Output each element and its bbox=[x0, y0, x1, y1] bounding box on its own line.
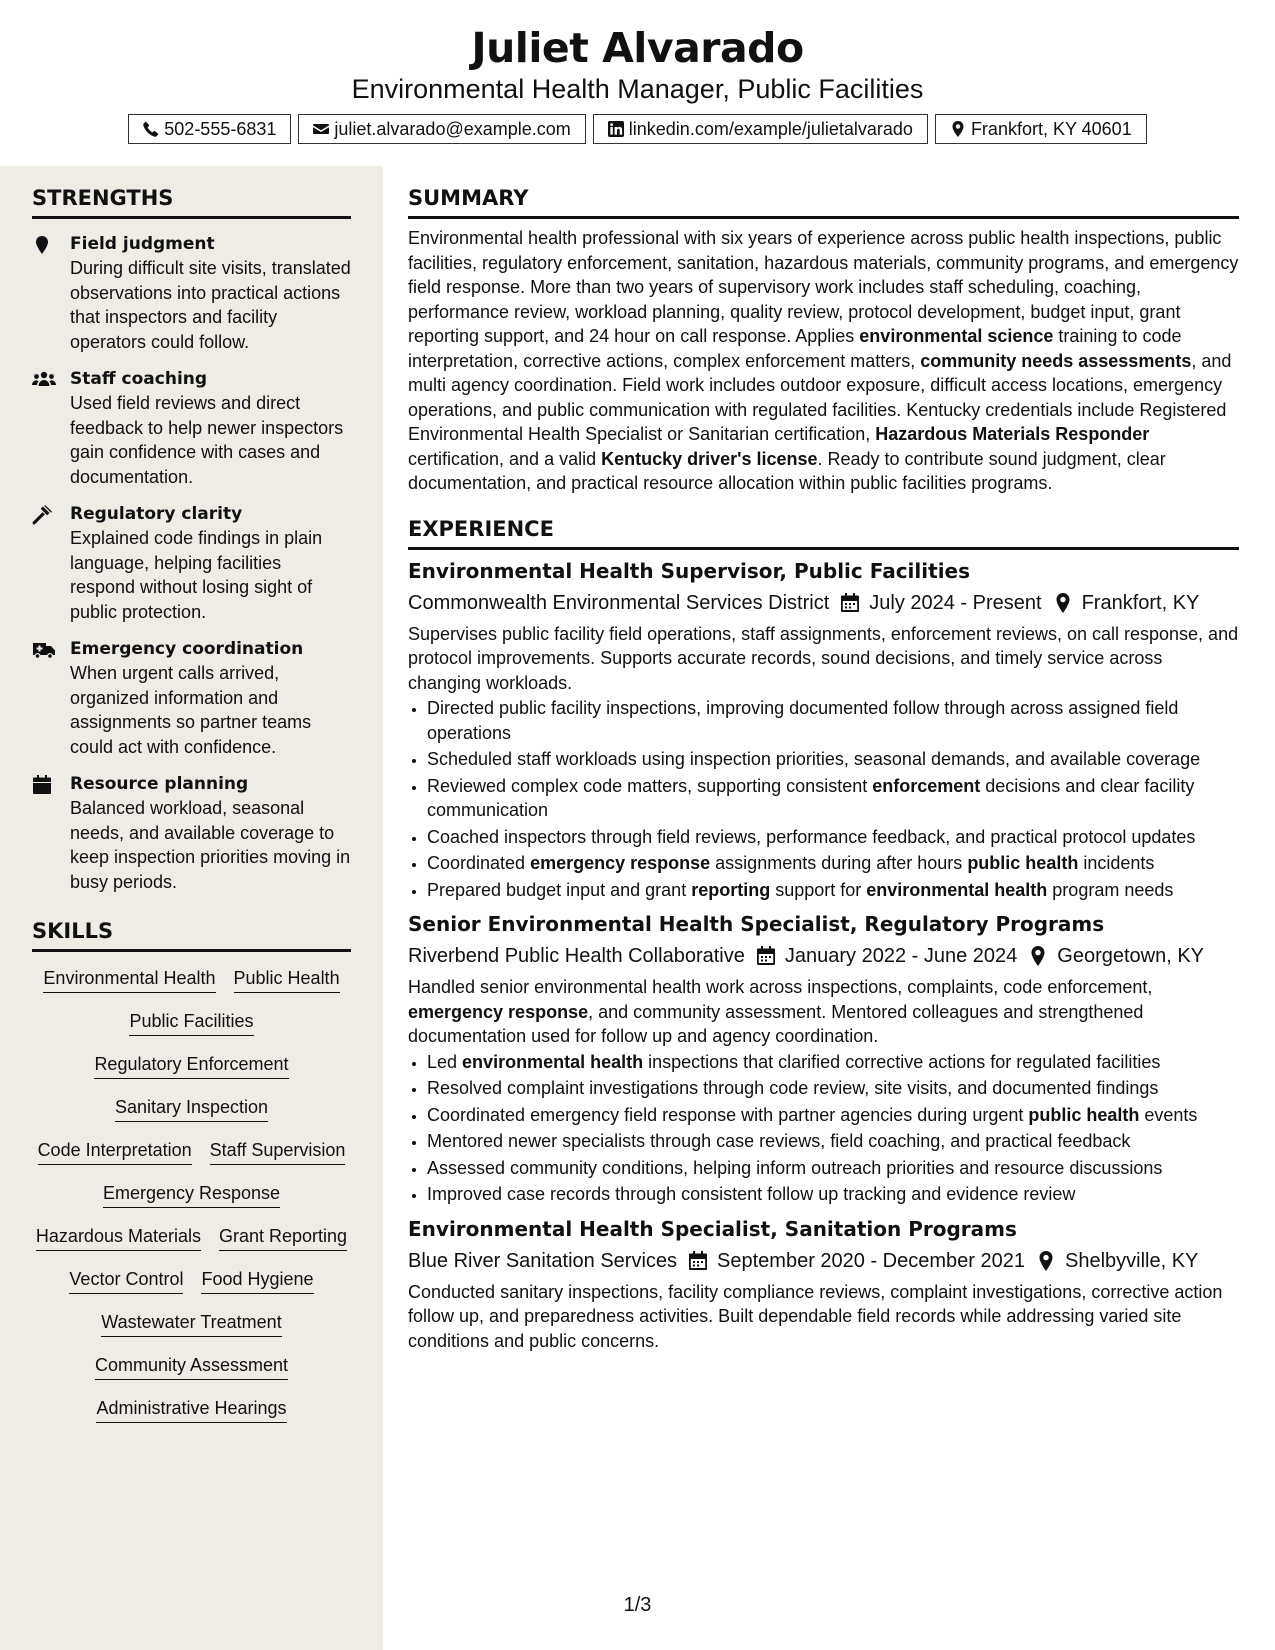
job-description: Supervises public facility field operations, staff assignments, enforcement reviews, on call response, and protocol improvements. Supports accurate records, sound decisions, and timely service across changing workloads. bbox=[408, 623, 1239, 693]
ambulance-icon bbox=[32, 640, 56, 660]
strength-desc: Explained code findings in plain language, helping facilities respond without losing sight of public protection. bbox=[70, 528, 323, 622]
job-bullet: • Coordinated emergency response assignments during after hours public health incidents bbox=[427, 851, 1239, 876]
skill-tag: Vector Control bbox=[69, 1267, 183, 1294]
contact-email-text: juliet.alvarado@example.com bbox=[334, 118, 571, 139]
job-dates: July 2024 - Present bbox=[869, 591, 1042, 614]
strength-desc: When urgent calls arrived, organized information and assignments so partner teams could act with confidence. bbox=[70, 663, 312, 757]
skill-tag: Regulatory Enforcement bbox=[94, 1052, 288, 1079]
skill-tag: Public Facilities bbox=[129, 1009, 253, 1036]
job-dates: September 2020 - December 2021 bbox=[717, 1249, 1025, 1272]
job-title: Senior Environmental Health Specialist, Regulatory Programs bbox=[408, 912, 1105, 936]
strength-title: Emergency coordination bbox=[70, 639, 304, 659]
bold-keyword: emergency response bbox=[408, 1001, 589, 1022]
bold-keyword: community needs assessments bbox=[920, 350, 1192, 371]
bold-keyword: emergency response bbox=[530, 853, 711, 873]
map-pin-icon bbox=[32, 235, 52, 255]
job-company: Commonwealth Environmental Services District bbox=[408, 591, 830, 614]
job-entry bbox=[408, 1215, 1239, 1354]
calendar-icon bbox=[32, 775, 52, 795]
location-pin-icon bbox=[1036, 1251, 1056, 1271]
skill-tag: Food Hygiene bbox=[201, 1267, 313, 1294]
contact-bar bbox=[0, 114, 1275, 144]
sidebar bbox=[0, 166, 383, 1650]
job-bullets bbox=[408, 1050, 1239, 1207]
skill-tag: Community Assessment bbox=[95, 1353, 288, 1380]
summary-text: Environmental health professional with six years of experience across public health inspections, public facilities, regulatory enforcement, sanitation, hazardous materials, community programs, and emergency field response. More than two years of supervisory work includes staff scheduling, coaching, performance review, workload planning, quality review, protocol development, budget input, grant reporting support, and 24 hour on call response. Applies environmental science training to code interpretation, corrective actions, complex enforcement matters, community needs assessments, and multi agency coordination. Field work includes outdoor exposure, difficult access locations, emergency operations, and public communication with regulated facilities. Kentucky credentials include Registered Environmental Health Specialist or Sanitarian certification, Hazardous Materials Responder certification, and a valid Kentucky driver's license. Ready to contribute sound judgment, clear documentation, and practical resource allocation within public facilities programs. bbox=[408, 228, 1239, 493]
job-location: Shelbyville, KY bbox=[1064, 1249, 1199, 1272]
job-meta bbox=[408, 1247, 1239, 1275]
experience-heading: EXPERIENCE bbox=[408, 514, 1239, 550]
contact-phone-text: 502-555-6831 bbox=[164, 118, 277, 139]
job-description: Conducted sanitary inspections, facility compliance reviews, complaint investigations, corrective action follow up, and preparedness activities. Built dependable field records while addressing varied site conditions and public concerns. bbox=[408, 1281, 1223, 1351]
bold-keyword: environmental science bbox=[859, 326, 1054, 346]
skill-tag: Grant Reporting bbox=[219, 1224, 347, 1251]
strength-item bbox=[32, 637, 351, 759]
strength-title: Resource planning bbox=[70, 774, 249, 794]
job-dates: January 2022 - June 2024 bbox=[784, 945, 1018, 967]
calendar-icon bbox=[756, 946, 776, 966]
job-title: Environmental Health Specialist, Sanitation Programs bbox=[408, 1216, 1017, 1241]
location-pin-icon bbox=[1028, 946, 1048, 966]
contact-linkedin[interactable] bbox=[593, 114, 928, 144]
job-bullets bbox=[408, 696, 1239, 902]
strength-desc: During difficult site visits, translated observations into practical actions that inspectors and facility operators could follow. bbox=[70, 258, 351, 352]
skills-heading: SKILLS bbox=[32, 916, 351, 952]
strength-desc: Used field reviews and direct feedback to help newer inspectors gain confidence with cases and documentation. bbox=[70, 393, 344, 487]
main-content bbox=[408, 183, 1239, 1353]
job-entry bbox=[408, 910, 1239, 1207]
skill-tag: Emergency Response bbox=[103, 1181, 280, 1208]
job-location: Frankfort, KY bbox=[1081, 591, 1200, 614]
job-bullet: • Prepared budget input and grant reporting support for environmental health program needs bbox=[427, 878, 1239, 903]
candidate-name: Juliet Alvarado bbox=[471, 24, 804, 72]
bold-keyword: environmental health bbox=[462, 1051, 644, 1072]
calendar-icon bbox=[840, 593, 860, 613]
bold-keyword: reporting bbox=[691, 879, 771, 900]
skill-tag: Public Health bbox=[234, 966, 340, 993]
job-bullet: • Reviewed complex code matters, supporting consistent enforcement decisions and clear facility communication bbox=[427, 774, 1239, 823]
job-bullet: • Improved case records through consistent follow up tracking and evidence review bbox=[427, 1182, 1239, 1207]
location-pin-icon bbox=[1053, 593, 1073, 613]
skills-list bbox=[32, 966, 351, 1423]
envelope-icon bbox=[313, 121, 329, 137]
job-title: Environmental Health Supervisor, Public Facilities bbox=[408, 558, 971, 583]
strength-desc: Balanced workload, seasonal needs, and available coverage to keep inspection priorities moving in busy periods. bbox=[70, 798, 351, 892]
job-bullet: • Scheduled staff workloads using inspection priorities, seasonal demands, and available coverage bbox=[427, 747, 1239, 772]
job-company: Blue River Sanitation Services bbox=[408, 1249, 678, 1272]
strength-title: Staff coaching bbox=[70, 369, 208, 389]
bold-keyword: Hazardous Materials Responder bbox=[875, 424, 1150, 444]
job-bullet: • Assessed community conditions, helping inform outreach priorities and resource discussions bbox=[427, 1156, 1239, 1181]
contact-location bbox=[935, 114, 1147, 144]
skill-tag: Environmental Health bbox=[43, 966, 215, 993]
contact-linkedin-text: linkedin.com/example/julietalvarado bbox=[628, 118, 913, 139]
bold-keyword: public health bbox=[1028, 1104, 1140, 1125]
contact-location-text: Frankfort, KY 40601 bbox=[970, 118, 1132, 139]
job-bullet: • Directed public facility inspections, improving documented follow through across assigned field operations bbox=[427, 696, 1239, 745]
resume-header bbox=[0, 0, 1275, 144]
job-location: Georgetown, KY bbox=[1057, 945, 1205, 967]
skill-tag: Wastewater Treatment bbox=[101, 1310, 281, 1337]
job-bullet: • Coached inspectors through field reviews, performance feedback, and practical protocol updates bbox=[427, 825, 1239, 850]
users-icon bbox=[32, 370, 56, 390]
candidate-headline: Environmental Health Manager, Public Facilities bbox=[351, 74, 924, 104]
job-bullet: • Coordinated emergency field response with partner agencies during urgent public health events bbox=[427, 1103, 1239, 1128]
strengths-heading: STRENGTHS bbox=[32, 183, 351, 219]
summary-heading: SUMMARY bbox=[408, 183, 1239, 219]
skill-tag: Sanitary Inspection bbox=[115, 1095, 268, 1122]
job-bullet: • Mentored newer specialists through case reviews, field coaching, and practical feedback bbox=[427, 1129, 1239, 1154]
location-pin-icon bbox=[950, 121, 966, 137]
bold-keyword: Kentucky driver's license bbox=[601, 448, 818, 469]
bold-keyword: environmental health bbox=[866, 879, 1048, 900]
phone-icon bbox=[143, 121, 159, 137]
calendar-icon bbox=[688, 1251, 708, 1271]
job-entry bbox=[408, 557, 1239, 903]
strength-item bbox=[32, 502, 351, 624]
skill-tag: Administrative Hearings bbox=[96, 1396, 286, 1423]
page-number: 1/3 bbox=[623, 1594, 652, 1616]
strength-item bbox=[32, 367, 351, 489]
job-meta bbox=[408, 942, 1239, 970]
job-company: Riverbend Public Health Collaborative bbox=[408, 945, 745, 967]
gavel-icon bbox=[32, 505, 52, 525]
job-bullet: • Led environmental health inspections that clarified corrective actions for regulated facilities bbox=[427, 1050, 1239, 1075]
skill-tag: Code Interpretation bbox=[38, 1138, 192, 1165]
skill-tag: Hazardous Materials bbox=[36, 1224, 201, 1251]
bold-keyword: enforcement bbox=[872, 775, 981, 796]
job-bullet: • Resolved complaint investigations through code review, site visits, and documented findings bbox=[427, 1076, 1239, 1101]
strength-item bbox=[32, 772, 351, 894]
skill-tag: Staff Supervision bbox=[210, 1138, 346, 1165]
contact-email[interactable] bbox=[298, 114, 585, 144]
job-meta bbox=[408, 589, 1239, 617]
strength-title: Regulatory clarity bbox=[70, 504, 243, 524]
contact-phone[interactable] bbox=[128, 114, 291, 144]
linkedin-icon bbox=[608, 121, 624, 137]
strength-title: Field judgment bbox=[70, 234, 215, 254]
job-description: Handled senior environmental health work across inspections, complaints, code enforcement, emergency response, and community assessment. Mentored colleagues and strengthened documentation used for follow up and agency coordination. bbox=[408, 977, 1153, 1046]
bold-keyword: public health bbox=[967, 853, 1079, 873]
strength-item bbox=[32, 232, 351, 354]
